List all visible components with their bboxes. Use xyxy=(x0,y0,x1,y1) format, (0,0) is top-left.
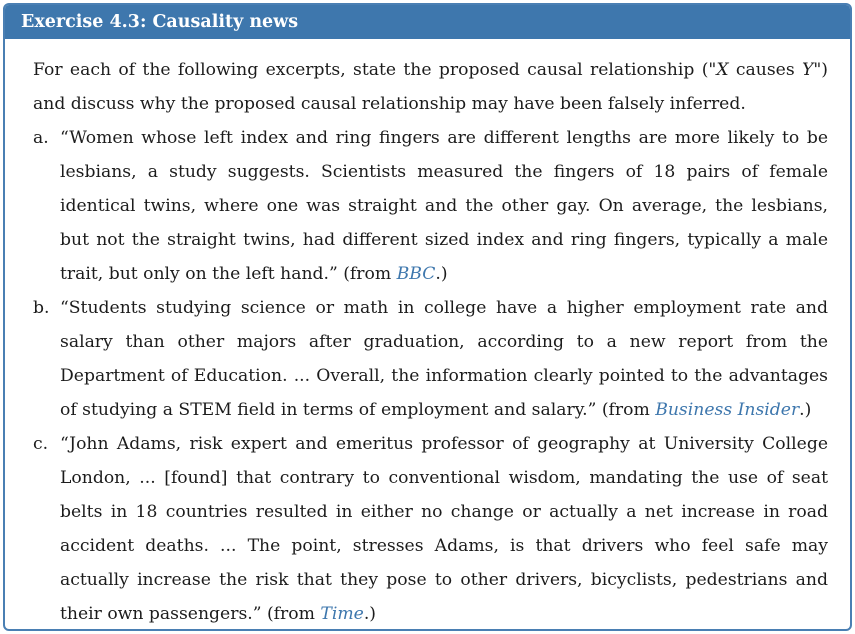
intro-text-1: For each of the following excerpts, state the proposed causal relationship (" xyxy=(33,60,717,80)
source-link-bbc[interactable]: BBC xyxy=(396,264,436,284)
item-label: a. xyxy=(33,128,49,148)
variable-y: Y xyxy=(802,60,814,80)
exercise-title: Exercise 4.3: Causality news xyxy=(5,5,850,39)
exercise-instructions xyxy=(33,53,828,121)
source-link-business-insider[interactable]: Business Insider xyxy=(655,400,800,420)
source-prefix: (from xyxy=(596,400,656,420)
excerpt-item-c xyxy=(33,427,828,631)
excerpt-text xyxy=(60,121,828,291)
source-suffix: .) xyxy=(799,400,812,420)
intro-text-3: ") and discuss why the proposed causal relationship may have been falsely inferred. xyxy=(33,60,828,114)
source-suffix: .) xyxy=(363,604,376,624)
excerpt-item-a xyxy=(33,121,828,291)
source-suffix: .) xyxy=(435,264,448,284)
source-prefix: (from xyxy=(337,264,397,284)
source-prefix: (from xyxy=(261,604,321,624)
intro-text-2: causes xyxy=(728,60,803,80)
excerpt-item-b xyxy=(33,291,828,427)
excerpt-text xyxy=(60,427,828,631)
item-label: b. xyxy=(33,298,50,318)
exercise-box xyxy=(3,3,852,631)
item-label: c. xyxy=(33,434,49,454)
excerpt-quote: “Women whose left index and ring fingers are different lengths are more likely to be lesbians, a study suggests. Scientists measured the fingers of 18 pairs of female identical twins, where one was straight and the other gay. On average, the lesbians, but not the straight twins, had different sized index and ring fingers, typically a male trait, but only on the left hand.” xyxy=(60,128,828,284)
excerpt-quote: “John Adams, risk expert and emeritus professor of geography at University College London, ... [found] that contrary to conventional wisdom, mandating the use of seat belts in 18 countries resulted in either no change or actually a net increase in road accident deaths. ... The point, stresses Adams, is that drivers who feel safe may actually increase the risk that they pose to other drivers, bicyclists, pedestrians and their own passengers.” xyxy=(60,434,828,624)
excerpt-list xyxy=(33,121,828,631)
source-link-time[interactable]: Time xyxy=(320,604,364,624)
excerpt-quote: “Students studying science or math in college have a higher employment rate and salary than other majors after graduation, according to a new report from the Department of Education. ... Overall, the information clearly pointed to the advantages of studying a STEM field in terms of employment and salary.” xyxy=(60,298,828,420)
variable-x: X xyxy=(716,60,729,80)
exercise-body xyxy=(5,39,850,631)
excerpt-text xyxy=(60,291,828,427)
